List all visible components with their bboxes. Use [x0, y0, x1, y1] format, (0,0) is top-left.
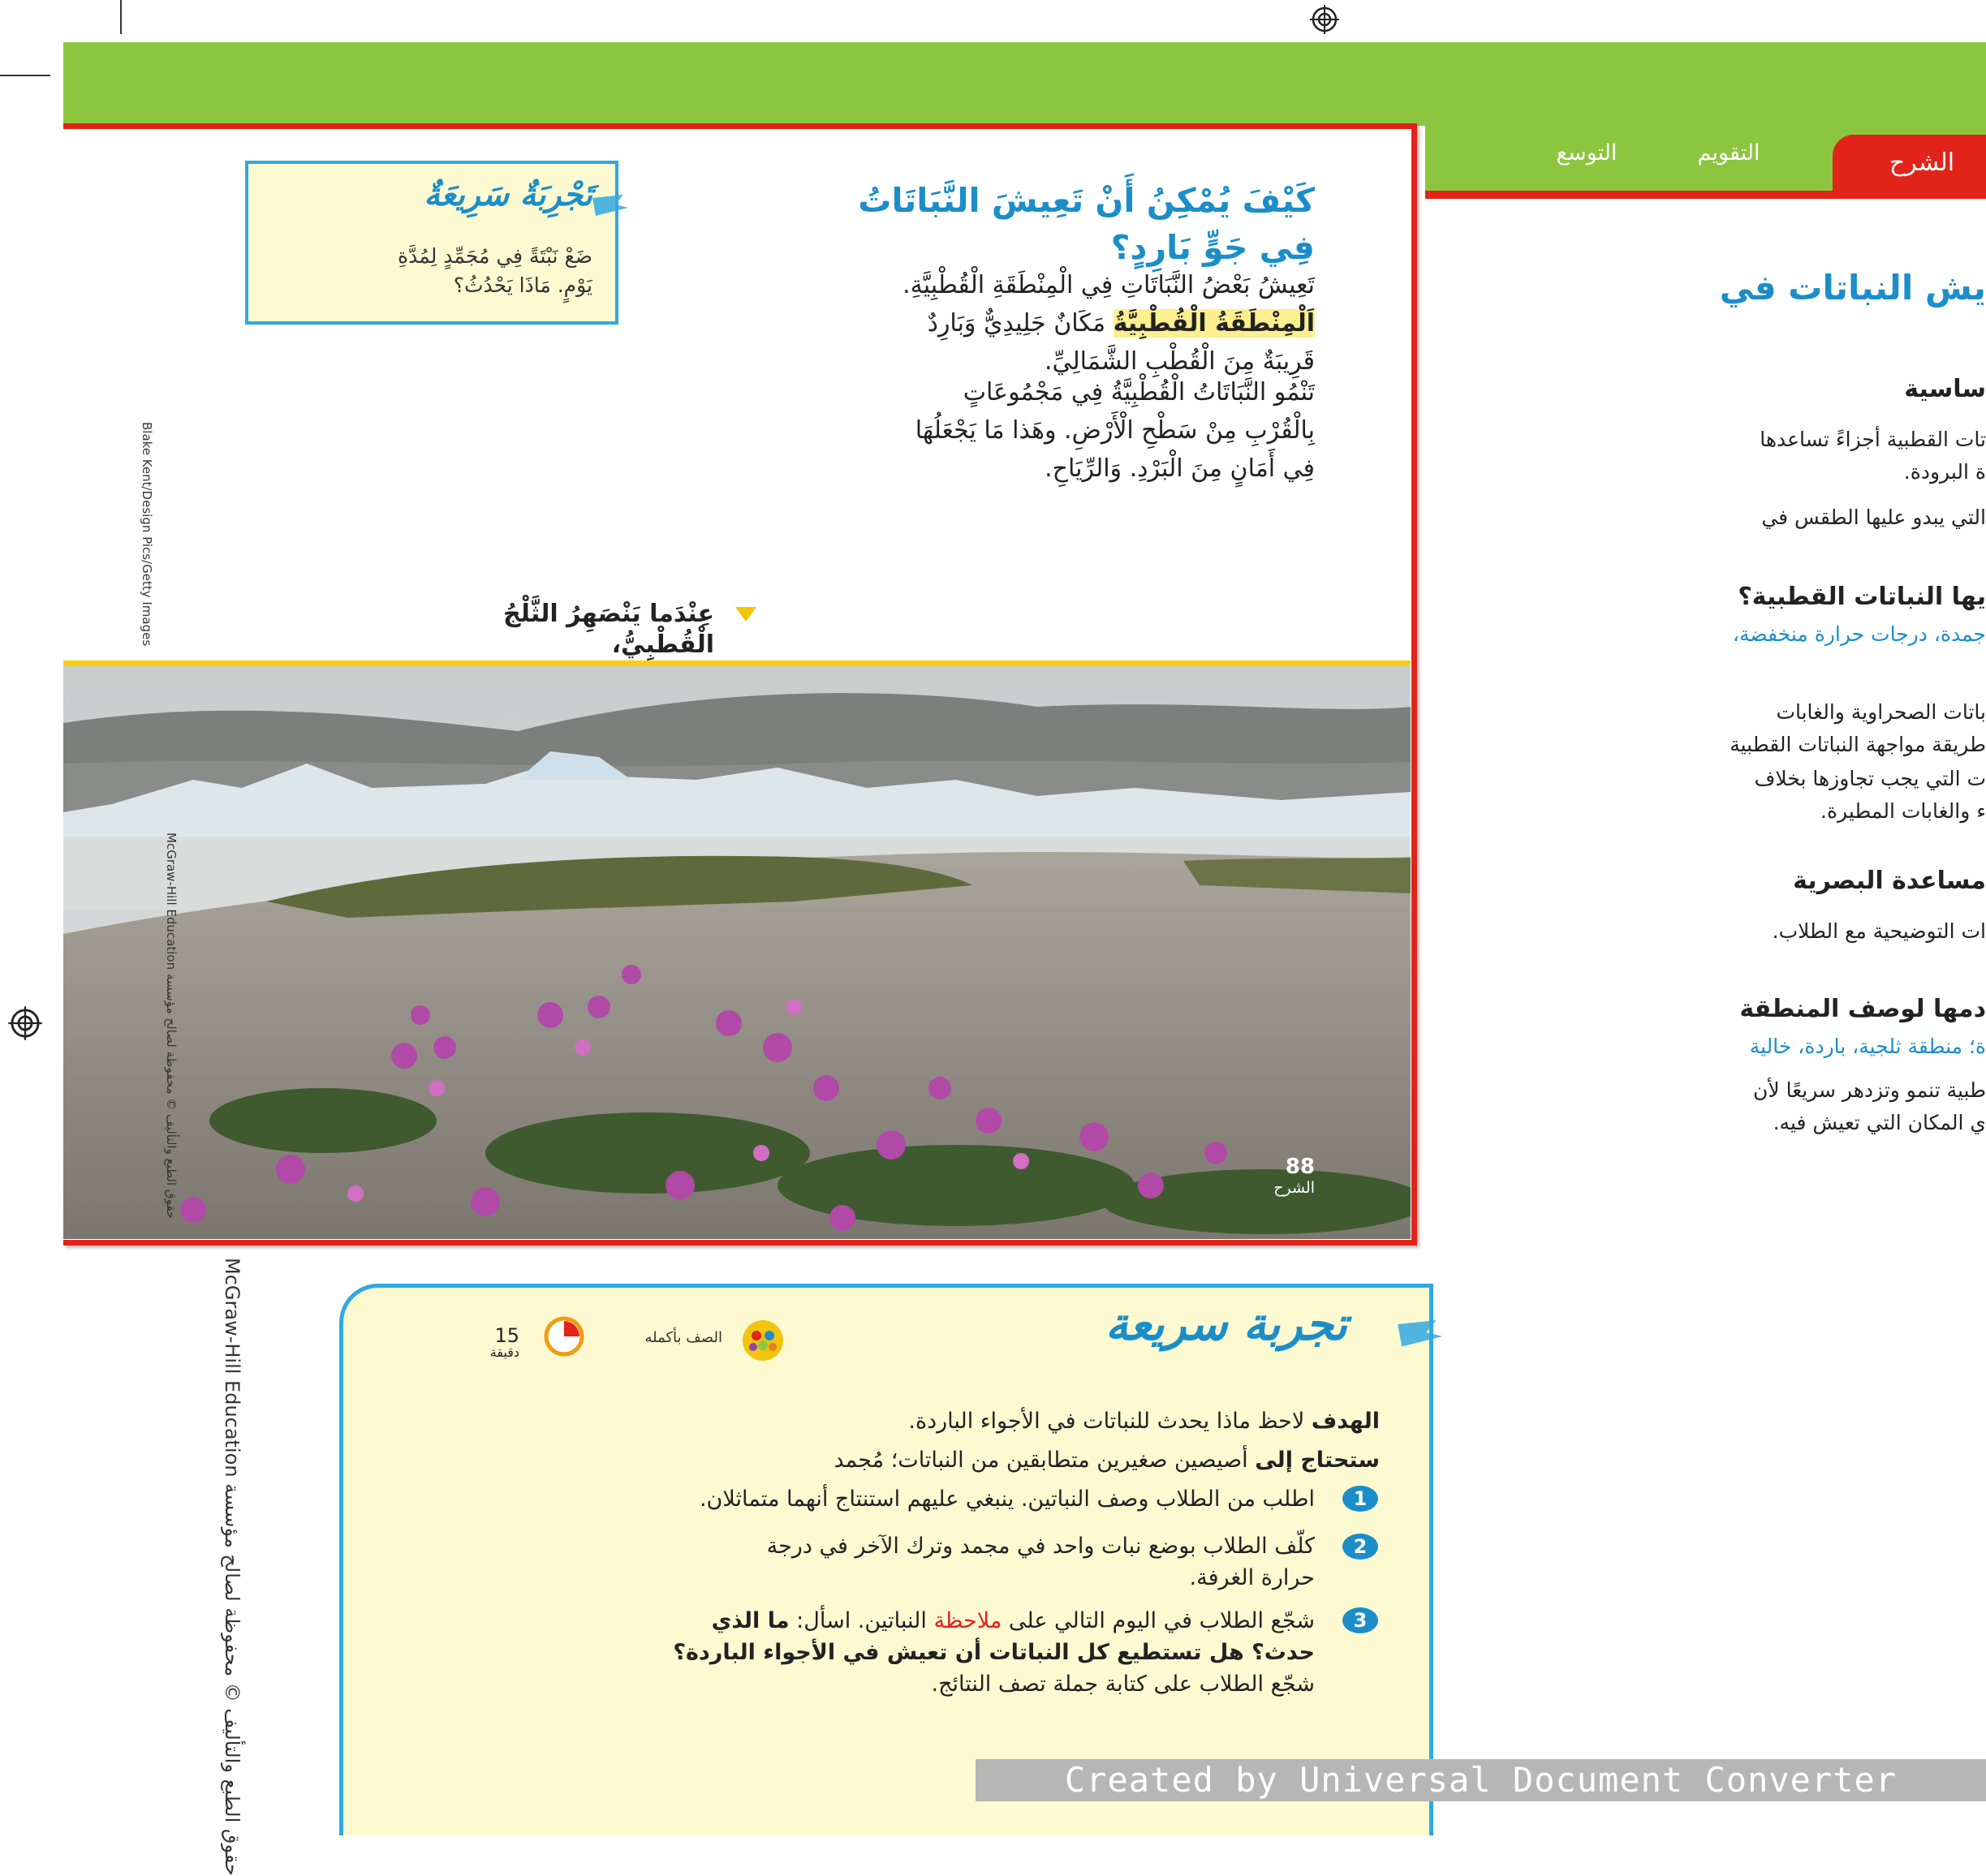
step-text: حرارة الغرفة. [1189, 1565, 1315, 1590]
paragraph-polar-region [698, 266, 1315, 381]
copyright-notice: McGraw-Hill Education حقوق الطبع والتأليف © محفوظة لصالح مؤسسة [221, 1258, 243, 1876]
teacher-heading: ساسية [1904, 375, 1986, 403]
teacher-text: ء والغابات المطيرة. [1820, 799, 1986, 823]
teacher-text: ت التي يجب تجاوزها بخلاف [1754, 767, 1986, 790]
materials-line [373, 1444, 1380, 1476]
tab-evaluate[interactable]: التقويم [1697, 140, 1760, 166]
teacher-text: ات التوضيحية مع الطلاب. [1772, 919, 1986, 943]
text-line: تَعِيشُ بَعْضُ النَّبَاتَاتِ فِي الْمِنْطَقَةِ الْقُطْبِيَّةِ. [903, 271, 1315, 299]
registration-mark-icon [1308, 3, 1341, 36]
time-value: 15 [494, 1324, 519, 1347]
text-line: تَنْمُو النَّبَاتَاتُ الْقُطْبِيَّةُ فِي مَجْمُوعَاتٍ [963, 378, 1315, 407]
teacher-text: تات القطبية أجزاءً تساعدها [1760, 428, 1986, 451]
step-number-badge: 2 [1342, 1534, 1378, 1560]
time-unit: دقيقة [489, 1345, 519, 1360]
teacher-section-title: يش النباتات في [1719, 268, 1986, 308]
photo-credit: Blake Kent/Design Pics/Getty Images [140, 422, 154, 647]
flag-icon [1393, 1316, 1450, 1357]
heading-line: كَيْفَ يُمْكِنُ أَنْ تَعِيشَ النَّبَاتَاتُ [858, 181, 1315, 220]
teacher-heading: دمها لوصف المنطقة [1739, 995, 1986, 1023]
teacher-heading: يها النباتات القطبية؟ [1738, 583, 1986, 611]
step-number-badge: 1 [1342, 1486, 1378, 1512]
flag-icon [591, 191, 631, 224]
quick-experiment-text [268, 242, 592, 300]
materials-text: أصيصين صغيرين متطابقين من النباتات؛ مُجمد [834, 1448, 1256, 1473]
step-question: حدث؟ هل تستطيع كل النباتات أن تعيش في الأجواء الباردة؟ [673, 1640, 1315, 1665]
text-line: قَرِيبَةٌ مِنَ الْقُطْبِ الشَّمَالِيِّ. [1044, 347, 1315, 376]
registration-mark-icon [6, 1005, 44, 1042]
text-line: عِنْدَما يَنْصَهِرُ الثَّلْجُ الْقُطْبِيُّ، [503, 600, 714, 659]
step-text [373, 1605, 1315, 1637]
photo-credit: McGraw-Hill Education حقوق الطبع والتأليف © محفوظة لصالح مؤسسة [164, 833, 179, 1220]
text-fragment: شجّع الطلاب في اليوم التالي على [1002, 1608, 1315, 1633]
goal-text: لاحظ ماذا يحدث للنباتات في الأجواء الباردة. [908, 1409, 1312, 1434]
teacher-text: ي المكان التي تعيش فيه. [1773, 1111, 1986, 1134]
teacher-heading: مساعدة البصرية [1793, 867, 1986, 895]
text-line [698, 304, 1315, 342]
group-label: الصف بأكمله [644, 1329, 722, 1346]
teacher-answer: ة؛ منطقة ثلجية، باردة، خالية [1749, 1035, 1986, 1058]
text-fragment: النباتين. اسأل: [789, 1608, 934, 1633]
teacher-text: طبية تنمو وتزدهر سريعًا لأن [1753, 1078, 1986, 1102]
step-text: شجّع الطلاب على كتابة جملة تصف النتائج. [931, 1672, 1315, 1697]
teacher-text: باتات الصحراوية والغابات [1776, 700, 1986, 724]
whole-class-icon [742, 1319, 784, 1362]
step-number-badge: 3 [1342, 1607, 1378, 1633]
heading-line: فِي جَوٍّ بَارِدٍ؟ [1110, 228, 1315, 267]
text-fragment: مَكَانٌ جَلِيدِيٌّ وَبَارِدٌ [927, 309, 1114, 338]
tab-explain[interactable]: الشرح [1833, 135, 1986, 191]
quick-experiment-title: تَجْرِبَةٌ سَرِيعَةٌ [424, 177, 592, 213]
page-number: 88 [1285, 1155, 1315, 1179]
teacher-answer: جمدة، درجات حرارة منخفضة، [1732, 622, 1986, 646]
caption-arrow-icon [735, 607, 756, 622]
question-fragment: ما الذي [711, 1608, 790, 1633]
page-heading [714, 177, 1315, 271]
arctic-photo [63, 666, 1411, 1239]
teacher-text: طريقة مواجهة النباتات القطبية [1730, 733, 1986, 756]
text-line: فِي أَمَانٍ مِنَ الْبَرْدِ. وَالرِّيَاحِ. [1045, 454, 1315, 483]
text-line: بِالْقُرْبِ مِنْ سَطْحِ الْأَرْضِ. وهَذا مَا يَجْعَلُهَا [915, 416, 1315, 445]
step-text: اطلب من الطلاب وصف النباتين. ينبغي عليهم استنتاج أنهما متماثلان. [699, 1487, 1315, 1512]
step-text: كلّف الطلاب بوضع نبات واحد في مجمد وترك الآخر في درجة [766, 1534, 1315, 1559]
crop-mark [0, 75, 50, 76]
vocabulary-highlight: اَلْمِنْطَقَةُ الْقُطْبِيَّةُ [1113, 309, 1315, 338]
page-label: الشرح [1273, 1179, 1315, 1197]
photo-top-rule [63, 660, 1411, 666]
goal-line [373, 1405, 1380, 1437]
timer-icon [536, 1316, 592, 1357]
teacher-text: ة البرودة. [1903, 460, 1986, 484]
goal-label: الهدف [1311, 1409, 1380, 1434]
header-band [63, 42, 1986, 126]
observe-keyword: ملاحظة [933, 1608, 1002, 1633]
teacher-text: التي يبدو عليها الطقس في [1761, 506, 1986, 529]
text-line: ضَعْ نَبْتَةً فِي مُجَمِّدٍ لِمُدَّةِ [398, 244, 592, 268]
teacher-quick-experiment-title: تجربة سريعة [1105, 1298, 1347, 1351]
tabs-rule [1425, 191, 1986, 199]
text-line: يَوْمٍ. مَاذَا يَحْدُثُ؟ [453, 273, 592, 297]
crop-mark [120, 0, 122, 34]
watermark: Created by Universal Document Converter [976, 1759, 1986, 1801]
paragraph-polar-plants [698, 373, 1315, 488]
tab-expand[interactable]: التوسع [1556, 140, 1618, 166]
materials-label: ستحتاج إلى [1255, 1448, 1380, 1473]
